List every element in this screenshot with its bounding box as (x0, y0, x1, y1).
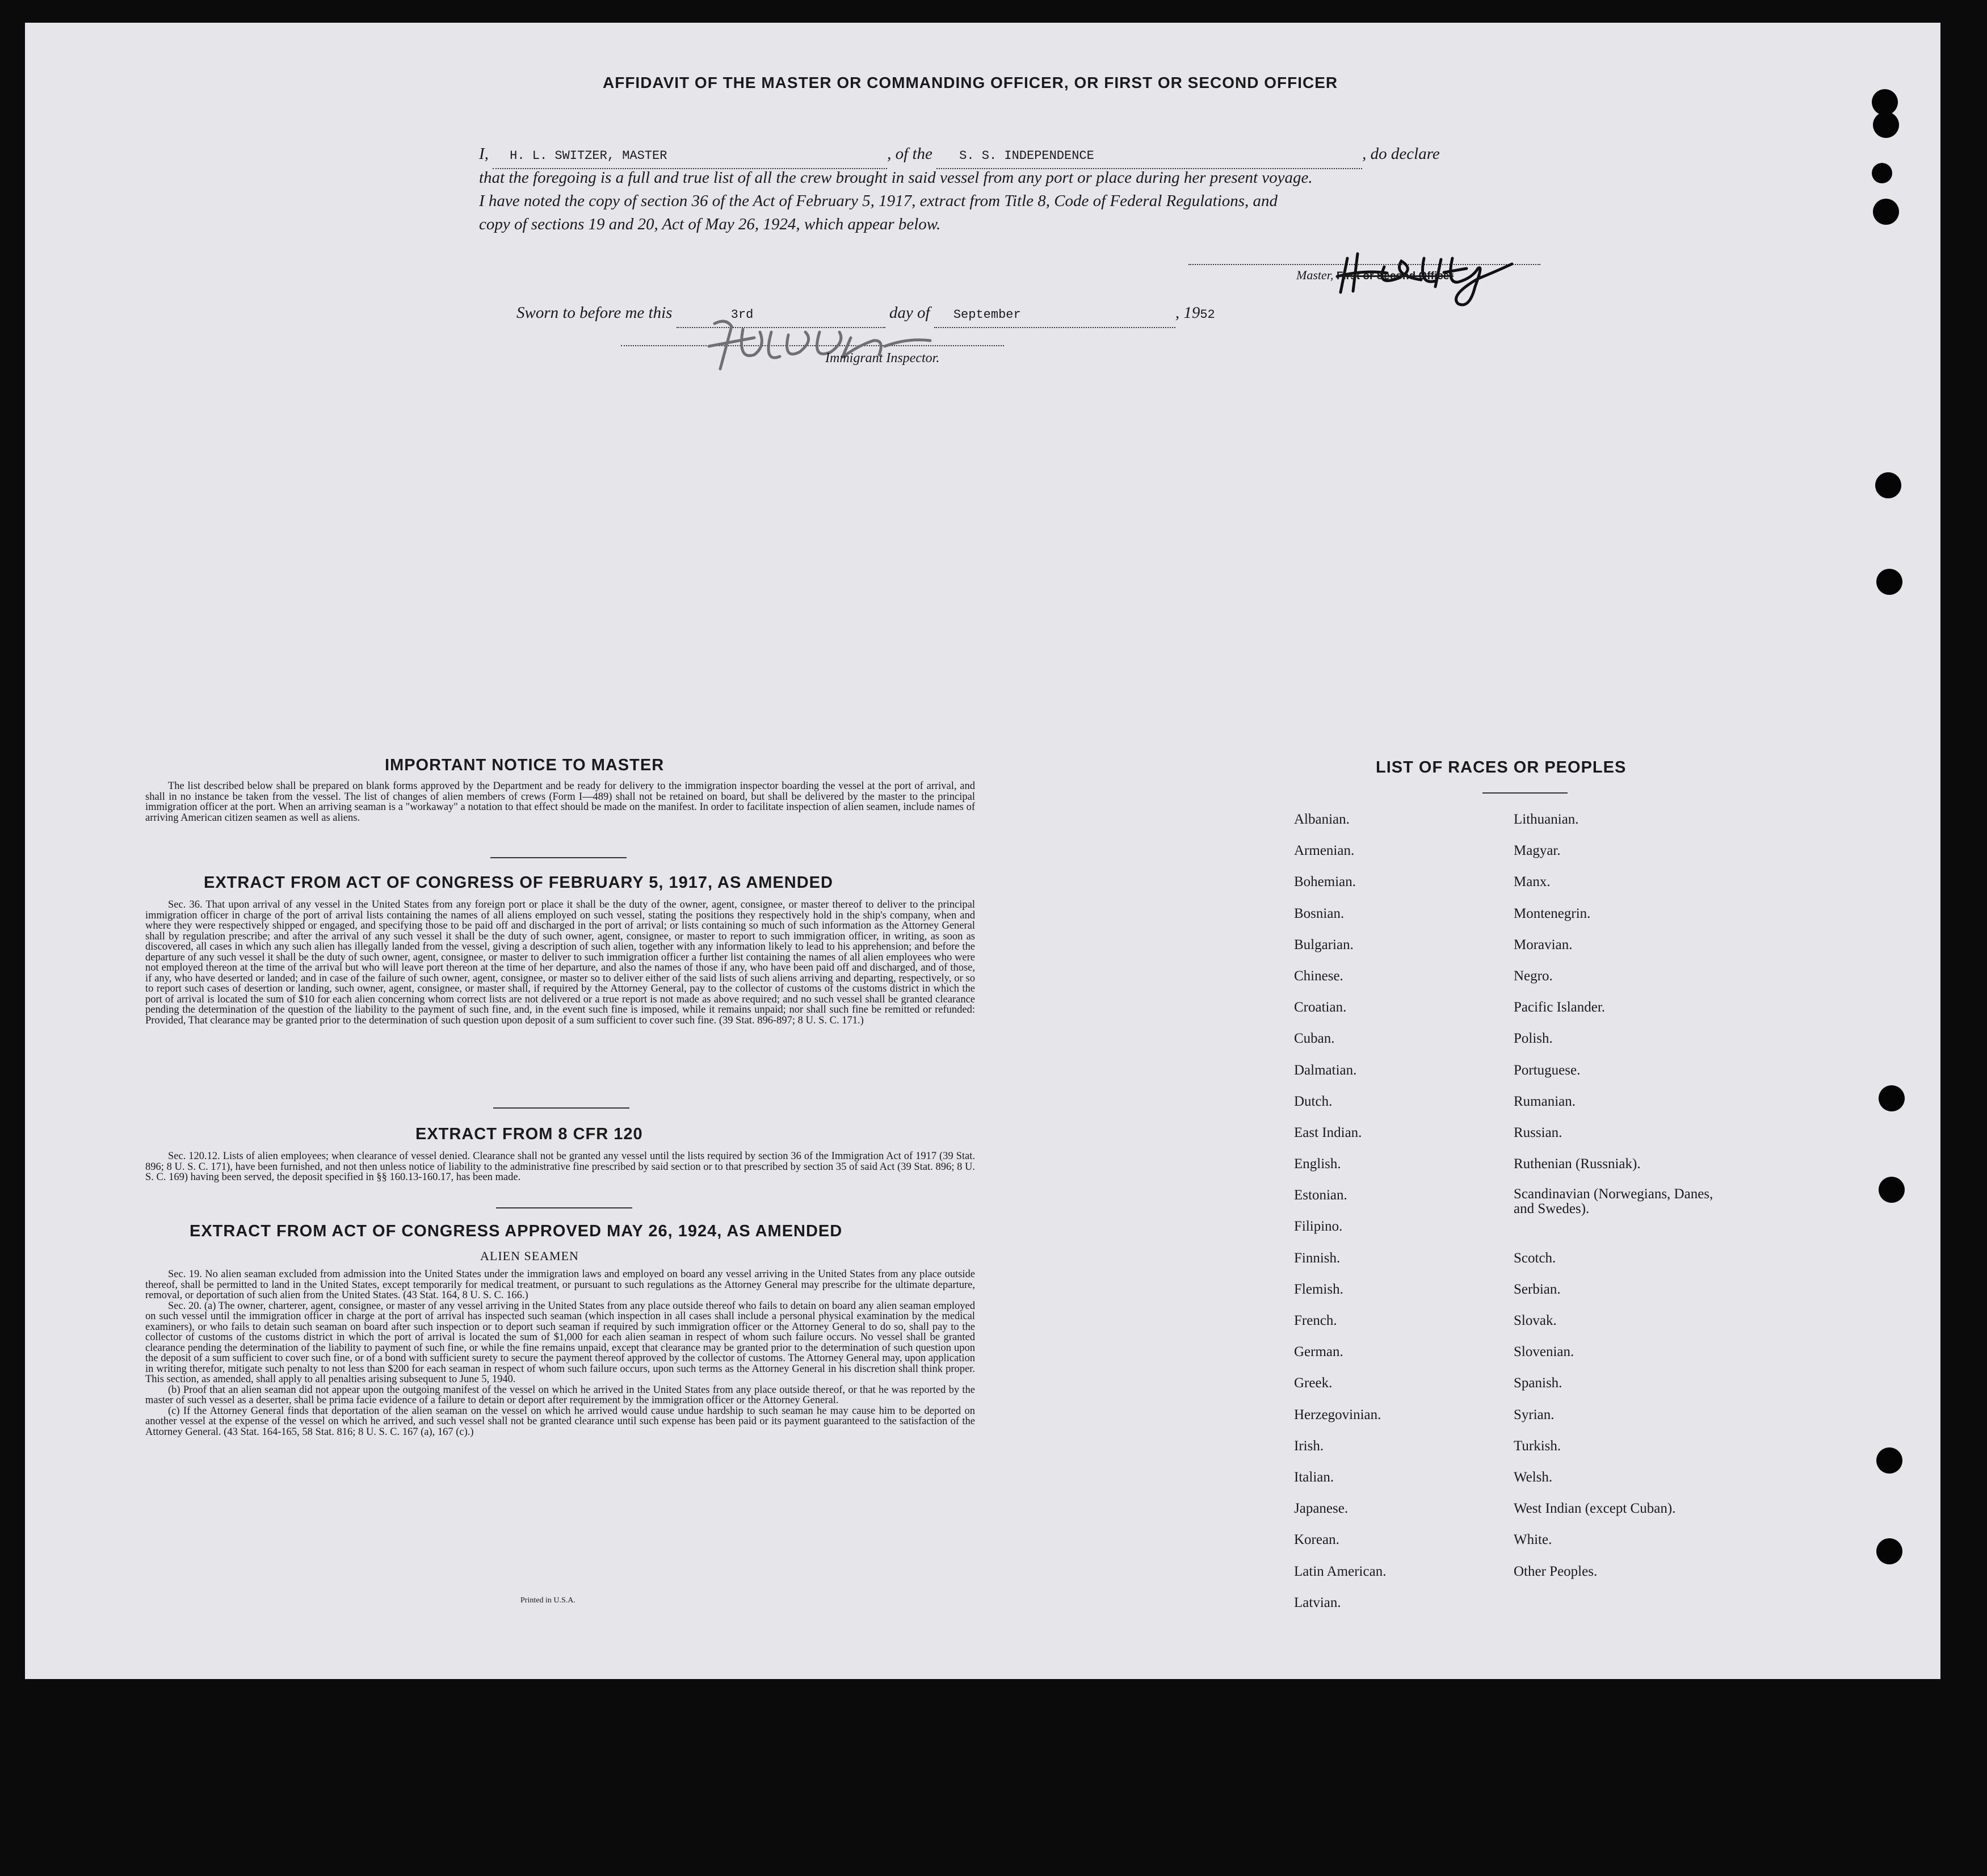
affidavit-pronoun: I, (479, 145, 489, 163)
race-item: Magyar. (1514, 843, 1561, 859)
inspector-signature (703, 307, 942, 380)
extract-cfr-section (145, 1151, 975, 1183)
race-item: Dalmatian. (1294, 1062, 1357, 1078)
affidavit-line-1 (479, 142, 1440, 169)
extract-cfr-title: EXTRACT FROM 8 CFR 120 (415, 1125, 643, 1143)
inspector-caption: Immigrant Inspector. (825, 351, 940, 366)
race-item: Negro. (1514, 968, 1553, 984)
vessel-name: S. S. INDEPENDENCE (959, 149, 1094, 163)
signature-caption (1296, 268, 1454, 283)
affidavit-line-4: copy of sections 19 and 20, Act of May 26, 1924, which appear below. (479, 215, 941, 233)
punch-hole (1879, 1085, 1905, 1111)
race-item: Rumanian. (1514, 1093, 1576, 1109)
notice-body: The list described below shall be prepared on blank forms approved by the Department and be ready for delivery to the immigration inspector boarding the vessel at the port of arrival, and shall in no instance be taken from the vessel. The list of changes of alien members of crews (Form I—489) shall not be retained on board, but shall be delivered by the master to the principal immigration officer at the port. When an arriving seaman is a "workaway" a notation to that effect should be made on the manifest. In order to facilitate inspection of alien seamen, include names of arriving American citizen seamen as well as aliens. (145, 780, 975, 824)
race-item: Turkish. (1514, 1438, 1561, 1454)
races-divider (1482, 792, 1568, 794)
master-caption: Master, (1296, 268, 1334, 282)
race-item: Irish. (1294, 1438, 1324, 1454)
sworn-month: September (953, 308, 1021, 322)
affidavit-title: AFFIDAVIT OF THE MASTER OR COMMANDING OFFICER, OR FIRST OR SECOND OFFICER (603, 74, 1338, 91)
extract-1917-body: Sec. 36. That upon arrival of any vessel in the United States from any foreign port or place it shall be the duty of the owner, agent, consignee, or master thereof to deliver to the principal immigration officer in charge of the port of arrival lists containing the names of all aliens employed on such vessel, stating the positions they respectively hold in the ship's company, when and where they were respectively shipped or engaged, and specifying those to be paid off and discharged in the port of arrival; or lists containing so much of such information as the Attorney General shall by regulation prescribe; and after the arrival of any such vessel it shall be the duty of such owner, agent, consignee, or master to report to such immigration officer, in writing, as soon as discovered, all cases in which any such alien has illegally landed from the vessel, giving a description of such alien, together with any information likely to lead to his apprehension; and before the departure of any such vessel it shall be the duty of such owner, agent, consignee, or master to deliver to such immigration officer a further list containing the names of all alien employees who were not employed thereon at the time of the arrival but who will leave port thereon at the time of her departure, and also the names of those if any, who have been paid off and discharged, and of those, if any, who have deserted or landed; and in case of the failure of such owner, agent, consignee, or master so to deliver either of the said lists of such aliens arriving and departing, respectively, or so to report such cases of desertion or landing, such owner, agent, consignee, or master shall, if required by the Attorney General, pay to the collector of customs of the customs district in which the port of arrival is located the sum of $10 for each alien concerning whom correct lists are not delivered or a true report is not made as above required; and no such vessel shall be granted clearance pending the determination of the question of the liability to the payment of such fine, and, in the event such fine is imposed, while it remains unpaid; nor shall such fine be remitted or refunded: Provided, That clearance may be granted prior to the determination of such question upon deposit of a sum sufficient to cover such fine. (39 Stat. 896-897; 8 U. S. C. 171.) (145, 899, 975, 1026)
sworn-year: 52 (1200, 308, 1215, 322)
of-the-label: , of the (887, 145, 932, 163)
race-item: Manx. (1514, 874, 1551, 890)
race-item: Korean. (1294, 1532, 1339, 1548)
divider-3 (496, 1207, 632, 1208)
races-right-column (1514, 811, 1718, 1594)
race-item: Latin American. (1294, 1563, 1387, 1579)
race-item: Bosnian. (1294, 905, 1345, 921)
races-title: LIST OF RACES OR PEOPLES (1376, 758, 1627, 777)
year-label: , 19 (1175, 304, 1200, 322)
punch-hole (1876, 569, 1902, 595)
race-item: Welsh. (1514, 1469, 1553, 1485)
race-item: Slovak. (1514, 1313, 1557, 1329)
race-item: Slovenian. (1514, 1344, 1574, 1360)
race-item: Pacific Islander. (1514, 1000, 1606, 1015)
race-item: Italian. (1294, 1469, 1334, 1485)
punch-hole (1873, 199, 1899, 225)
extract-1917-title: EXTRACT FROM ACT OF CONGRESS OF FEBRUARY 5, 1917, AS AMENDED (204, 874, 833, 892)
race-item: French. (1294, 1313, 1337, 1328)
punch-hole (1876, 1538, 1902, 1564)
race-item: Bulgarian. (1294, 937, 1354, 952)
sec19-body: Sec. 19. No alien seaman excluded from admission into the United States under the immigration laws and employed on board any vessel arriving in the United States from any place outside thereof, shall be permitted to land in the United States, except temporarily for medical treatment, or pursuant to such regulations as the Attorney General may prescribe for the ultimate departure, removal, or deportation of such alien from the United States. (43 Stat. 164, 8 U. S. C. 166.) (145, 1269, 975, 1301)
race-item: Greek. (1294, 1375, 1333, 1391)
race-item: Albanian. (1294, 812, 1350, 827)
race-item: East Indian. (1294, 1124, 1362, 1140)
race-item: Finnish. (1294, 1250, 1341, 1266)
race-item: Moravian. (1514, 937, 1573, 952)
sworn-month-field (934, 301, 1175, 328)
sworn-day: 3rd (730, 308, 754, 322)
races-left-column (1294, 811, 1498, 1626)
notice-title: IMPORTANT NOTICE TO MASTER (385, 756, 665, 774)
race-item: Ruthenian (Russniak). (1514, 1156, 1641, 1172)
sworn-label: Sworn to before me this (516, 304, 673, 322)
race-item: Syrian. (1514, 1407, 1555, 1422)
race-item: Flemish. (1294, 1281, 1343, 1297)
sec20b-body: (b) Proof that an alien seaman did not appear upon the outgoing manifest of the vessel on which he arrived in the United States from any place outside thereof, or that he was reported by the master of such vessel as a deserter, shall be prima facie evidence of a failure to detain or deport after requirement by the immigration officer or the Attorney General. (145, 1384, 975, 1406)
extract-cfr-body: Sec. 120.12. Lists of alien employees; when clearance of vessel denied. Clearance shall not be granted any vessel until the lists required by section 36 of the Immigration Act of 1917 (39 Stat. 896; 8 U. S. C. 171), have been furnished, and not then unless notice of liability to the administrative fine prescribed by said section or to that prescribed by section 35 of said Act (39 Stat. 896; 8 U. S. C. 169) having been served, the deposit specified in §§ 160.13-160.17, has been made. (145, 1151, 975, 1183)
race-item: English. (1294, 1156, 1341, 1172)
punch-hole (1872, 163, 1892, 183)
race-item: Croatian. (1294, 1000, 1347, 1015)
race-item: Montenegrin. (1514, 905, 1591, 921)
race-item: Serbian. (1514, 1281, 1561, 1297)
affidavit-line-3: I have noted the copy of section 36 of the Act of February 5, 1917, extract from Title 8, Code of Federal Regulations, and (479, 192, 1278, 210)
divider-1 (490, 857, 627, 858)
day-of-label: day of (889, 304, 930, 322)
sec20a-body: Sec. 20. (a) The owner, charterer, agent, consignee, or master of any vessel arriving in the United States from any place outside thereof who fails to detain on board any alien seaman employed on such vessel until the immigration officer in charge at the port of arrival has inspected such seaman (which inspection in all cases shall include a personal physical examination by the medical examiners), or who fails to detain such seaman on board after such inspection or to deport such seaman if required by such immigration officer or the Attorney General to do so, shall pay to the collector of customs of the customs district in which the port of arrival is located the sum of $1,000 for each alien seaman in respect of whom such failure occurs. No vessel shall be granted clearance pending the determination of the liability to payment of such fine, or while the fine remains unpaid, except that clearance may be granted prior to the determination of such question upon the deposit of a sum sufficient to cover such fine, or of a bond with sufficient surety to secure the payment thereof approved by the collector of customs. The Attorney General may, upon application in writing therefor, mitigate such penalty to not less than $200 for each seaman in respect of whom such failure occurs, upon such terms as the Attorney General in his discretion shall think proper. This section, as amended, shall apply to all penalties arising subsequent to June 5, 1940. (145, 1300, 975, 1385)
sec20c-body: (c) If the Attorney General finds that deportation of the alien seaman on the vessel on which he arrived would cause undue hardship to such seaman he may cause him to be deported on another vessel at the expense of the vessel on which he arrived, and such vessel shall not be granted clearance until such expense has been paid or its payment guaranteed to the satisfaction of the Attorney General. (43 Stat. 164-165, 58 Stat. 816; 8 U. S. C. 167 (a), 167 (c).) (145, 1405, 975, 1438)
extract-1924-section (145, 1269, 975, 1437)
struck-caption: First or Second Officer (1336, 270, 1454, 282)
race-item: White. (1514, 1532, 1552, 1548)
form-page (25, 23, 1940, 1679)
race-item: Other Peoples. (1514, 1563, 1598, 1579)
vessel-name-field (936, 142, 1362, 169)
race-item: Dutch. (1294, 1093, 1333, 1109)
race-item: Polish. (1514, 1031, 1553, 1047)
affidavit-line-2: that the foregoing is a full and true list of all the crew brought in said vessel from any port or place during her present voyage. (479, 169, 1313, 187)
punch-hole (1875, 472, 1901, 498)
do-declare-label: , do declare (1362, 145, 1440, 163)
master-name-field (493, 142, 887, 169)
master-name: H. L. SWITZER, MASTER (510, 149, 667, 163)
race-item: Latvian. (1294, 1594, 1341, 1610)
race-item: Russian. (1514, 1124, 1562, 1140)
race-item: Estonian. (1294, 1187, 1347, 1203)
divider-2 (493, 1107, 629, 1109)
race-item: German. (1294, 1344, 1343, 1360)
extract-1924-subtitle: ALIEN SEAMEN (480, 1249, 579, 1263)
punch-hole (1873, 112, 1899, 138)
race-item: Portuguese. (1514, 1062, 1581, 1078)
race-item: Spanish. (1514, 1375, 1562, 1391)
race-item: Cuban. (1294, 1031, 1335, 1047)
race-item: Armenian. (1294, 843, 1355, 859)
race-item: West Indian (except Cuban). (1514, 1501, 1676, 1517)
race-item: Chinese. (1294, 968, 1343, 984)
race-item: Scotch. (1514, 1250, 1556, 1266)
race-item: Scandinavian (Norwegians, Danes, and Swedes). (1514, 1186, 1713, 1217)
race-item: Japanese. (1294, 1501, 1349, 1517)
race-item: Bohemian. (1294, 874, 1356, 890)
race-item: Herzegovinian. (1294, 1407, 1381, 1422)
extract-1917-section (145, 900, 975, 1026)
punch-hole (1876, 1447, 1902, 1474)
race-item: Lithuanian. (1514, 812, 1579, 827)
punch-hole (1879, 1177, 1905, 1203)
printed-in-usa: Printed in U.S.A. (520, 1596, 575, 1605)
notice-section (145, 781, 975, 823)
race-item: Filipino. (1294, 1219, 1343, 1235)
extract-1924-title: EXTRACT FROM ACT OF CONGRESS APPROVED MAY 26, 1924, AS AMENDED (190, 1222, 843, 1240)
